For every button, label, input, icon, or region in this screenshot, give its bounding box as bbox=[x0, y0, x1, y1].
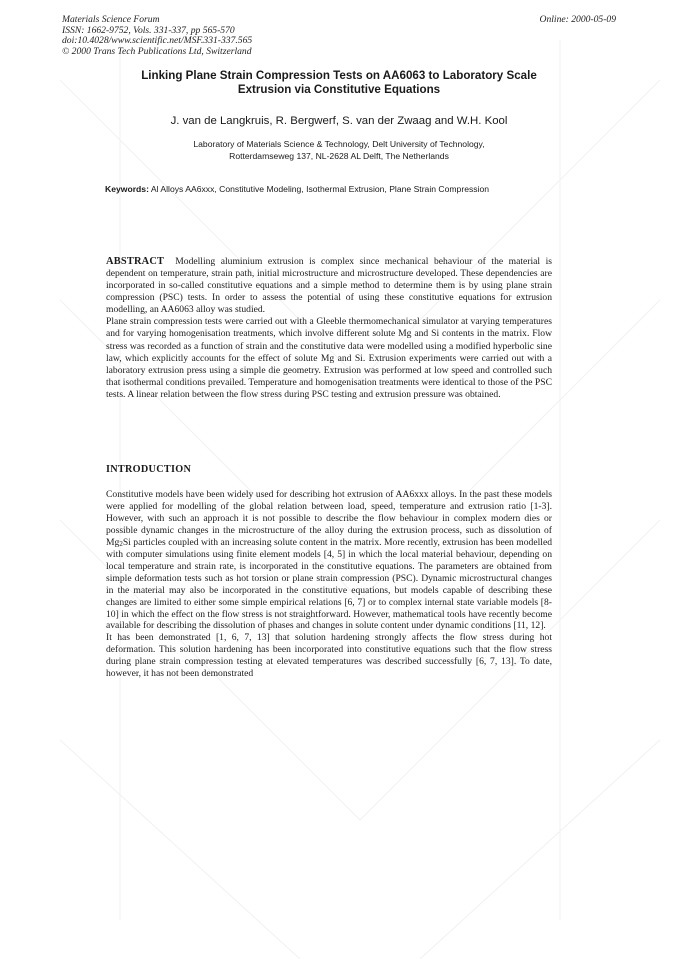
abstract-text-1: Modelling aluminium extrusion is complex since mechanical behaviour of the material is dependent on temperature, strain path, initial microstructure and microstructure developed. These dependencies are incorporated in so-called constitutive equations and a simple method to determine them is by using plane strain compression (PSC) tests. In order to assess the potential of using these constitutive equations for extrusion modelling, an AA6063 alloy was studied. bbox=[106, 256, 553, 316]
introduction-paragraph-2: It has been demonstrated [1, 6, 7, 13] that solution hardening strongly affects the flow stress during hot deformation. This solution hardening has been incorporated into constitutive equations such that the flow stress during plane strain compression testing at elevated temperatures was described successfully [6, 7, 13]. To date, however, it has not been demonstrated bbox=[106, 632, 552, 680]
abstract-paragraph-1 bbox=[106, 256, 552, 316]
abstract-paragraph-2: Plane strain compression tests were carried out with a Gleeble thermomechanical simulator at varying temperatures and for varying homogenisation treatments, which involve different solute Mg and Si contents in the matrix. Flow stress was recorded as a function of strain and the constitutive data were modelled using a modified hyperbolic sine law, which explicitly accounts for the effect of solute Mg and Si. Extrusion experiments were carried out with a laboratory extrusion press using a simple die geometry. Extrusion was performed at low speed and controlled such that isothermal conditions prevailed. Temperature and homogenisation treatments were identical to those of the PSC tests. A linear relation between the flow stress during PSC testing and extrusion pressure was obtained. bbox=[106, 316, 552, 400]
affiliation-line-2: Rotterdamseweg 137, NL-2628 AL Delft, The Netherlands bbox=[229, 150, 449, 161]
subscript-2: 2 bbox=[119, 539, 123, 548]
copyright-line: © 2000 Trans Tech Publications Ltd, Switzerland bbox=[62, 45, 252, 57]
issn-line: ISSN: 1662-9752, Vols. 331-337, pp 565-570 bbox=[62, 24, 235, 36]
intro-text-b: Si particles coupled with an increasing solute content in the matrix. More recently, extrusion has been modelled with computer simulations using finite element models [4, 5] in which the local material behaviour, depending on local temperature and strain rate, is incorporated in the constitutive equations. The parameters are obtained from simple deformation tests such as hot torsion or plane strain compression (PSC). Dynamic microstructural changes in the material may also be incorporated in the constitutive equations, but models capable of describing these changes are limited to either some simple empirical relations [6, 7] or to complex internal state variable models [8-10] in which the effect on the flow stress is not straightforward. However, mathematical tools have recently become available for describing the dissolution of phases and changes in solute content under dynamic conditions [11, 12]. bbox=[106, 536, 552, 632]
keywords bbox=[105, 184, 535, 196]
introduction-heading: INTRODUCTION bbox=[106, 464, 192, 475]
affiliation-line-1: Laboratory of Materials Science & Technology, Delt University of Technology, bbox=[193, 139, 485, 149]
introduction-paragraph-1 bbox=[106, 489, 552, 632]
keywords-label: Keywords: bbox=[105, 184, 149, 194]
paper-title bbox=[70, 69, 608, 97]
journal-header bbox=[62, 15, 252, 57]
author-list: J. van de Langkruis, R. Bergwerf, S. van der Zwaag and W.H. Kool bbox=[170, 115, 508, 127]
affiliation bbox=[70, 139, 608, 162]
title-line-1: Linking Plane Strain Compression Tests on AA6063 to Laboratory Scale bbox=[141, 69, 537, 82]
introduction-section bbox=[106, 489, 552, 680]
abstract-heading: ABSTRACT bbox=[106, 256, 165, 267]
title-line-2: Extrusion via Constitutive Equations bbox=[237, 83, 441, 96]
abstract-section bbox=[106, 256, 552, 401]
online-date: Online: 2000-05-09 bbox=[539, 14, 616, 25]
intro-text-a: Constitutive models have been widely used for describing hot extrusion of AA6xxx alloys. In the past these models were applied for modelling of the global relation between load, speed, temperature and extrusion ratio [1-3]. However, with such an approach it is not possible to describe the flow behaviour in complex modern dies or possible dynamic changes in the microstructure of the alloy during the extrusion process, such as dissolution of Mg bbox=[106, 489, 552, 548]
keywords-text: Al Alloys AA6xxx, Constitutive Modeling, Isothermal Extrusion, Plane Strain Compression bbox=[150, 184, 490, 194]
doi-line: doi:10.4028/www.scientific.net/MSF.331-337.565 bbox=[62, 35, 253, 47]
journal-name: Materials Science Forum bbox=[62, 14, 160, 25]
